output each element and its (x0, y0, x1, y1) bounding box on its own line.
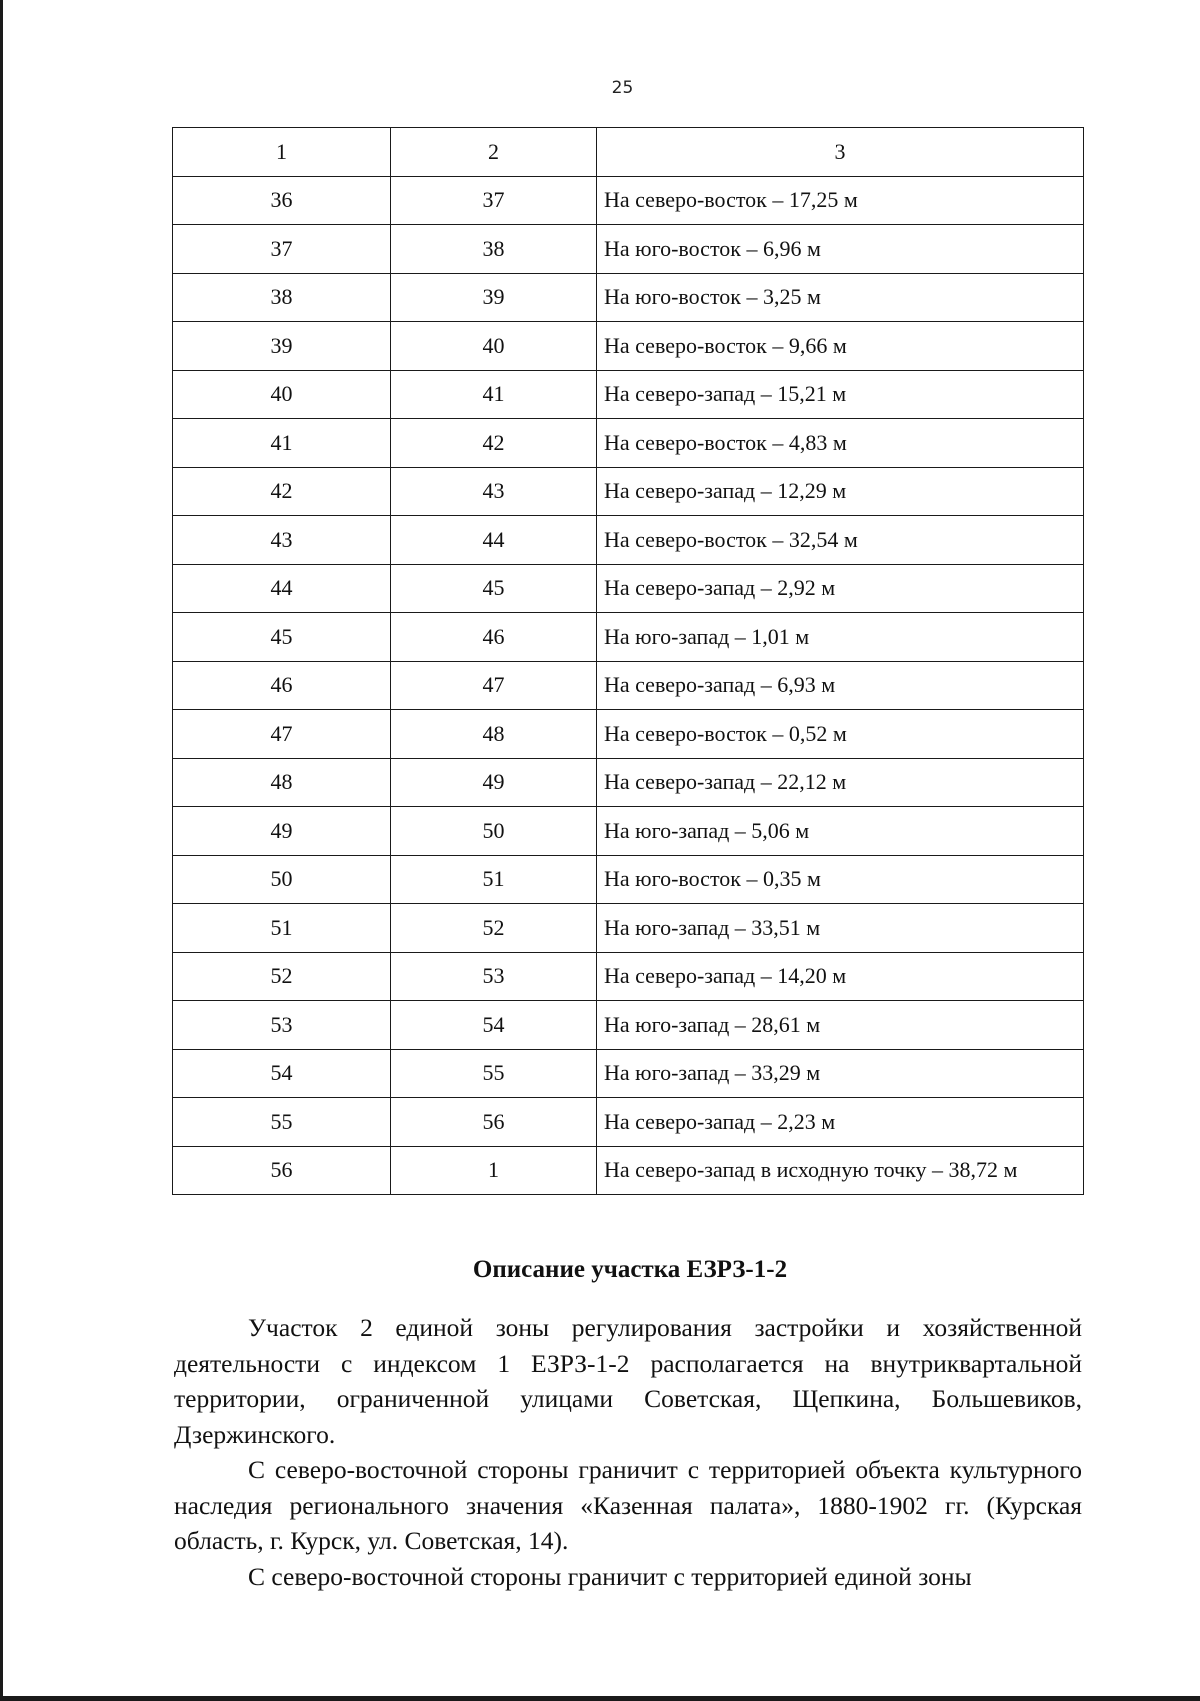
scan-edge-bottom (0, 1696, 1200, 1701)
page-number: 25 (611, 78, 634, 98)
table-row (173, 613, 1084, 662)
table-row (173, 322, 1084, 371)
direction-cell: На северо-восток – 0,52 м (597, 710, 1084, 759)
direction-cell: На северо-восток – 32,54 м (597, 516, 1084, 565)
boundary-table (172, 127, 1084, 1195)
from-point-cell: 56 (173, 1146, 391, 1195)
table-row (173, 758, 1084, 807)
direction-cell: На юго-восток – 0,35 м (597, 855, 1084, 904)
to-point-cell: 54 (391, 1001, 597, 1050)
section-body (174, 1310, 1082, 1594)
table-row (173, 225, 1084, 274)
to-point-cell: 49 (391, 758, 597, 807)
to-point-cell: 52 (391, 904, 597, 953)
table-row (173, 467, 1084, 516)
direction-cell: На северо-восток – 17,25 м (597, 176, 1084, 225)
header-cell-1: 1 (173, 128, 391, 177)
direction-cell: На юго-запад – 33,51 м (597, 904, 1084, 953)
direction-cell: На северо-запад – 22,12 м (597, 758, 1084, 807)
direction-cell: На юго-запад – 33,29 м (597, 1049, 1084, 1098)
from-point-cell: 36 (173, 176, 391, 225)
from-point-cell: 50 (173, 855, 391, 904)
from-point-cell: 37 (173, 225, 391, 274)
from-point-cell: 51 (173, 904, 391, 953)
direction-cell: На северо-запад – 2,23 м (597, 1098, 1084, 1147)
to-point-cell: 1 (391, 1146, 597, 1195)
to-point-cell: 51 (391, 855, 597, 904)
table-row (173, 710, 1084, 759)
from-point-cell: 48 (173, 758, 391, 807)
to-point-cell: 37 (391, 176, 597, 225)
to-point-cell: 48 (391, 710, 597, 759)
to-point-cell: 38 (391, 225, 597, 274)
direction-cell: На северо-восток – 4,83 м (597, 419, 1084, 468)
to-point-cell: 47 (391, 661, 597, 710)
to-point-cell: 41 (391, 370, 597, 419)
table-row (173, 952, 1084, 1001)
section-title: Описание участка ЕЗРЗ-1-2 (472, 1256, 788, 1283)
paragraph: С северо-восточной стороны граничит с территорией единой зоны (248, 1561, 972, 1591)
from-point-cell: 46 (173, 661, 391, 710)
from-point-cell: 41 (173, 419, 391, 468)
table-row (173, 516, 1084, 565)
table-row (173, 1049, 1084, 1098)
table-row (173, 1146, 1084, 1195)
direction-cell: На северо-запад – 6,93 м (597, 661, 1084, 710)
header-cell-3: 3 (597, 128, 1084, 177)
to-point-cell: 45 (391, 564, 597, 613)
paragraph: Участок 2 единой зоны регулирования застройки и хозяйственной деятельности с индексом 1 ЕЗРЗ-1-2 располагается на внутриквартальной территории, ограниченной улицами Советская, Щепкина, Большевиков, Дзержинского. (174, 1313, 1082, 1449)
from-point-cell: 52 (173, 952, 391, 1001)
to-point-cell: 42 (391, 419, 597, 468)
from-point-cell: 38 (173, 273, 391, 322)
direction-cell: На северо-запад в исходную точку – 38,72 м (597, 1146, 1084, 1195)
table-row (173, 1098, 1084, 1147)
direction-cell: На северо-запад – 2,92 м (597, 564, 1084, 613)
table-row (173, 661, 1084, 710)
table-row (173, 176, 1084, 225)
to-point-cell: 43 (391, 467, 597, 516)
from-point-cell: 42 (173, 467, 391, 516)
from-point-cell: 45 (173, 613, 391, 662)
table-row (173, 1001, 1084, 1050)
from-point-cell: 47 (173, 710, 391, 759)
direction-cell: На северо-запад – 15,21 м (597, 370, 1084, 419)
table-row (173, 904, 1084, 953)
direction-cell: На северо-восток – 9,66 м (597, 322, 1084, 371)
from-point-cell: 54 (173, 1049, 391, 1098)
paragraph: С северо-восточной стороны граничит с территорией объекта культурного наследия регионального значения «Казенная палата», 1880-1902 гг. (Курская область, г. Курск, ул. Советская, 14). (174, 1455, 1082, 1555)
to-point-cell: 53 (391, 952, 597, 1001)
from-point-cell: 43 (173, 516, 391, 565)
direction-cell: На юго-запад – 5,06 м (597, 807, 1084, 856)
from-point-cell: 44 (173, 564, 391, 613)
table-row (173, 273, 1084, 322)
direction-cell: На юго-запад – 28,61 м (597, 1001, 1084, 1050)
to-point-cell: 50 (391, 807, 597, 856)
direction-cell: На северо-запад – 12,29 м (597, 467, 1084, 516)
table-row (173, 807, 1084, 856)
table-header-row (173, 128, 1084, 177)
direction-cell: На северо-запад – 14,20 м (597, 952, 1084, 1001)
from-point-cell: 39 (173, 322, 391, 371)
header-cell-2: 2 (391, 128, 597, 177)
to-point-cell: 55 (391, 1049, 597, 1098)
to-point-cell: 44 (391, 516, 597, 565)
table-row (173, 419, 1084, 468)
from-point-cell: 55 (173, 1098, 391, 1147)
from-point-cell: 49 (173, 807, 391, 856)
from-point-cell: 40 (173, 370, 391, 419)
table-row (173, 855, 1084, 904)
scan-edge-left (0, 0, 3, 1701)
to-point-cell: 40 (391, 322, 597, 371)
direction-cell: На юго-восток – 6,96 м (597, 225, 1084, 274)
to-point-cell: 46 (391, 613, 597, 662)
direction-cell: На юго-запад – 1,01 м (597, 613, 1084, 662)
table-row (173, 564, 1084, 613)
to-point-cell: 56 (391, 1098, 597, 1147)
to-point-cell: 39 (391, 273, 597, 322)
from-point-cell: 53 (173, 1001, 391, 1050)
table-row (173, 370, 1084, 419)
direction-cell: На юго-восток – 3,25 м (597, 273, 1084, 322)
